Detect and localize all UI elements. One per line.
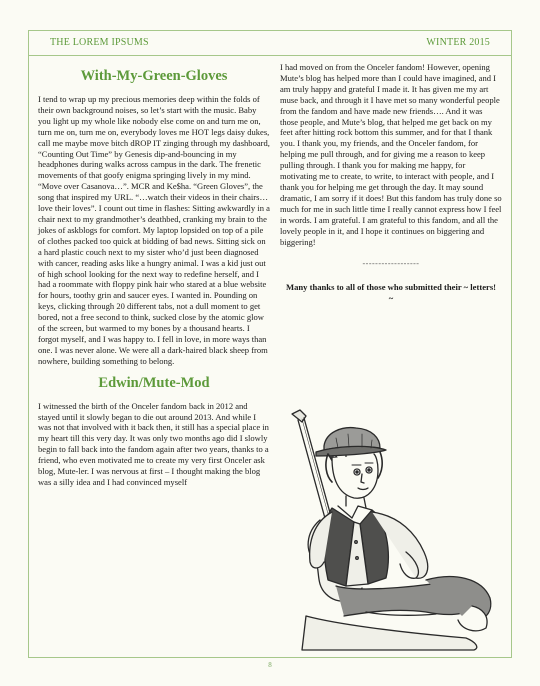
page-number: 8 — [268, 661, 272, 669]
section-title-green-gloves: With-My-Green-Gloves — [80, 68, 228, 84]
issue-date: WINTER 2015 — [426, 37, 490, 48]
left-column — [38, 62, 270, 488]
letter-mute-mod-part-2: I had moved on from the Onceler fandom! However, opening Mute’s blog has helped more than I could have imagined, and I am truly happy and grateful I made it. It has given me my art muse back, and through it I have met so many wonderful people from the fandom and have made new friends…. And it was those people, and Mute’s blog, that helped me get back on my feet after hitting rock bottom this summer, and for that I thank you. I thank you, my friends, and the Onceler fandom, for helping me pull through, and for giving me a reason to keep pulling through. I thank you for making me happy, for motivating me to create, to write, to interact with people, and I thank you for helping me get through the day. It may sound dramatic, I am sorry if it does! But this fandom has truly done so much for me in such little time I really cannot express how I feel in words. I am grateful. I am grateful to this fandom, and all the lovely people in it, and I hope it continues on biggering and biggering! — [280, 62, 502, 247]
section-divider: ------------------ — [362, 259, 420, 269]
section-title-mute-mod: Edwin/Mute-Mod — [98, 374, 210, 391]
thanks-note: Many thanks to all of those who submitted their ~ letters! ~ — [285, 282, 497, 304]
letter-green-gloves: I tend to wrap up my precious memories deep within the folds of their own background noises, so let’s start with the music. Baby you light up my whole like nobody else come on and turn me on, turn me on, turn me on, everybody loves me HOT legs daisy dukes, call me maybe move bitch dROP IT zinging through my dashboard, “Counting Out Time” by Genesis dip-and-bouncing in my headphones during walks across campus in the dark. The frenetic movements of that goofy enigma springing lively in my mind. “Move over Casanova…”. MCR and Ke$ha. “Green Gloves”, the song that inspired my URL. “…watch their videos in their chairs…love their loves”. I count out time in flashes: Sitting awkwardly in a chair next to my grandmother’s deathbed, cranking my brain to the jokes of askblogs for comfort. My laptop lopsided on top of a pile of clothes packed too quick at bidding of bad news. Sitting sick on a hard plastic couch next to my sister who’d just been diagnosed with cancer, reading asks like a hungry animal. I was a kid just out of high school looking for the next way to redefine herself, and I had a roommate with floppy pink hair who stared at a blue website for hours, toothy grin and saucer eyes. I wanted in. Pounding on keys, clicking through 20 different tabs, not a dull moment to get bored, not a free second to think, sucked close by the atomic glow of the screen, but warmed to my bones by a thousand hearts. I forgot myself, and I was happy to. I fell in love, in more ways than one. I was never alone. We were all a dark-haired black sheep from nowhere, building something to belong. — [38, 94, 270, 366]
right-column — [280, 62, 502, 304]
letter-mute-mod-part-1: I witnessed the birth of the Onceler fandom back in 2012 and stayed until it slowly began to die out around 2013. And while I was not that involved with it back then, it still has a special place in my heart till this very day. It was only two months ago did I slowly begin to fall back into the fandom again after two years, thanks to a friend, who even motivated me to create my very first Onceler ask blog, Mute-ler. I was nervous at first – I thought making the blog was a silly idea and I had convinced myself — [38, 400, 269, 487]
header-rule — [28, 55, 512, 56]
character-illustration — [276, 402, 498, 652]
publication-name: THE LOREM IPSUMS — [50, 37, 149, 48]
